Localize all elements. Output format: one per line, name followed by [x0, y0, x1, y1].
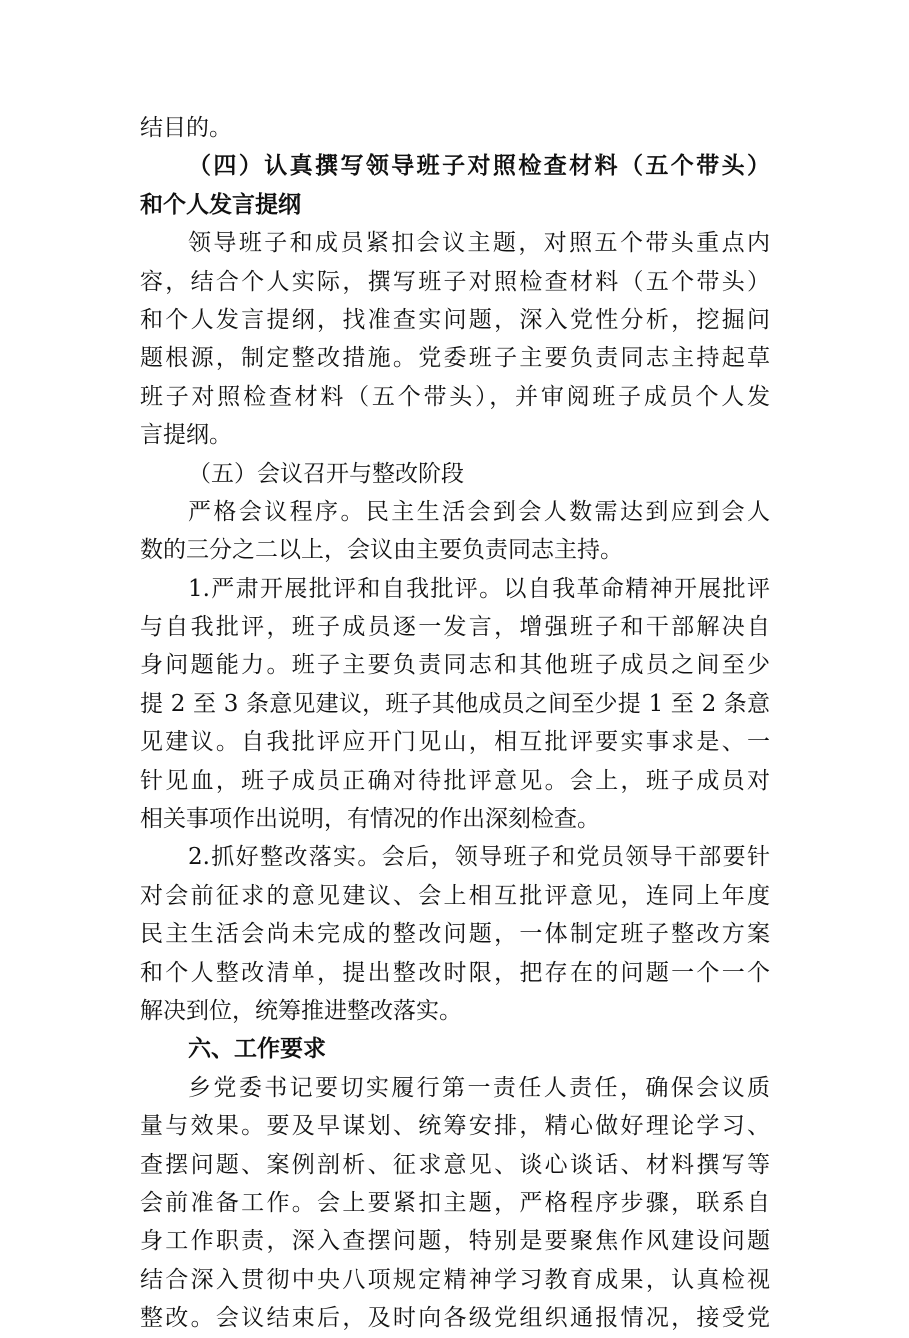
section4-body-line: 领导班子和成员紧扣会议主题，对照五个带头重点内	[188, 230, 770, 257]
item1-line: 见建议。自我批评应开门见山，相互批评要实事求是、一	[140, 729, 770, 756]
section6-body-line: 身工作职责，深入查摆问题，特别是要聚焦作风建设问题	[140, 1228, 770, 1255]
item1-line: 相关事项作出说明，有情况的作出深刻检查。	[140, 806, 600, 833]
item2-line: 2.抓好整改落实。会后，领导班子和党员领导干部要针	[188, 844, 770, 871]
item2-line: 和个人整改清单，提出整改时限，把存在的问题一个一个	[140, 959, 770, 986]
section4-body-line: 和个人发言提纲，找准查实问题，深入党性分析，挖掘问	[140, 306, 770, 333]
item2-line: 解决到位，统筹推进整改落实。	[140, 997, 462, 1024]
item1-line: 与自我批评，班子成员逐一发言，增强班子和干部解决自	[140, 614, 770, 641]
section6-body-line: 整改。会议结束后，及时向各级党组织通报情况，接受党	[140, 1305, 770, 1332]
section6-body-line: 量与效果。要及早谋划、统筹安排，精心做好理论学习、	[140, 1113, 770, 1140]
section4-heading-line-1: （四）认真撰写领导班子对照检查材料（五个带头）	[188, 153, 770, 180]
section4-heading-line-2: 和个人发言提纲	[140, 191, 301, 218]
section4-body-line: 容，结合个人实际，撰写班子对照检查材料（五个带头）	[140, 268, 770, 295]
section6-body-line: 结合深入贯彻中央八项规定精神学习教育成果，认真检视	[140, 1266, 770, 1293]
section6-body-line: 乡党委书记要切实履行第一责任人责任，确保会议质	[188, 1074, 770, 1101]
item1-line: 身问题能力。班子主要负责同志和其他班子成员之间至少	[140, 652, 770, 679]
document-page	[140, 109, 770, 1338]
section5-intro-line: 数的三分之二以上，会议由主要负责同志主持。	[140, 537, 623, 564]
section4-body-line: 言提纲。	[140, 422, 232, 449]
item2-line: 民主生活会尚未完成的整改问题，一体制定班子整改方案	[140, 921, 770, 948]
section4-body-line: 题根源，制定整改措施。党委班子主要负责同志主持起草	[140, 345, 770, 372]
item2-line: 对会前征求的意见建议、会上相互批评意见，连同上年度	[140, 882, 770, 909]
item1-line: 针见血，班子成员正确对待批评意见。会上，班子成员对	[140, 767, 770, 794]
section6-body-line: 查摆问题、案例剖析、征求意见、谈心谈话、材料撰写等	[140, 1151, 770, 1178]
section5-heading: （五）会议召开与整改阶段	[188, 460, 464, 487]
section4-body-line: 班子对照检查材料（五个带头），并审阅班子成员个人发	[140, 383, 770, 410]
section6-heading: 六、工作要求	[188, 1036, 326, 1063]
item1-line: 提 2 至 3 条意见建议，班子其他成员之间至少提 1 至 2 条意	[140, 690, 770, 717]
continuation-line: 结目的。	[140, 115, 232, 141]
section5-intro-line: 严格会议程序。民主生活会到会人数需达到应到会人	[188, 498, 770, 525]
section6-body-line: 会前准备工作。会上要紧扣主题，严格程序步骤，联系自	[140, 1189, 770, 1216]
item1-line: 1.严肃开展批评和自我批评。以自我革命精神开展批评	[188, 575, 770, 602]
